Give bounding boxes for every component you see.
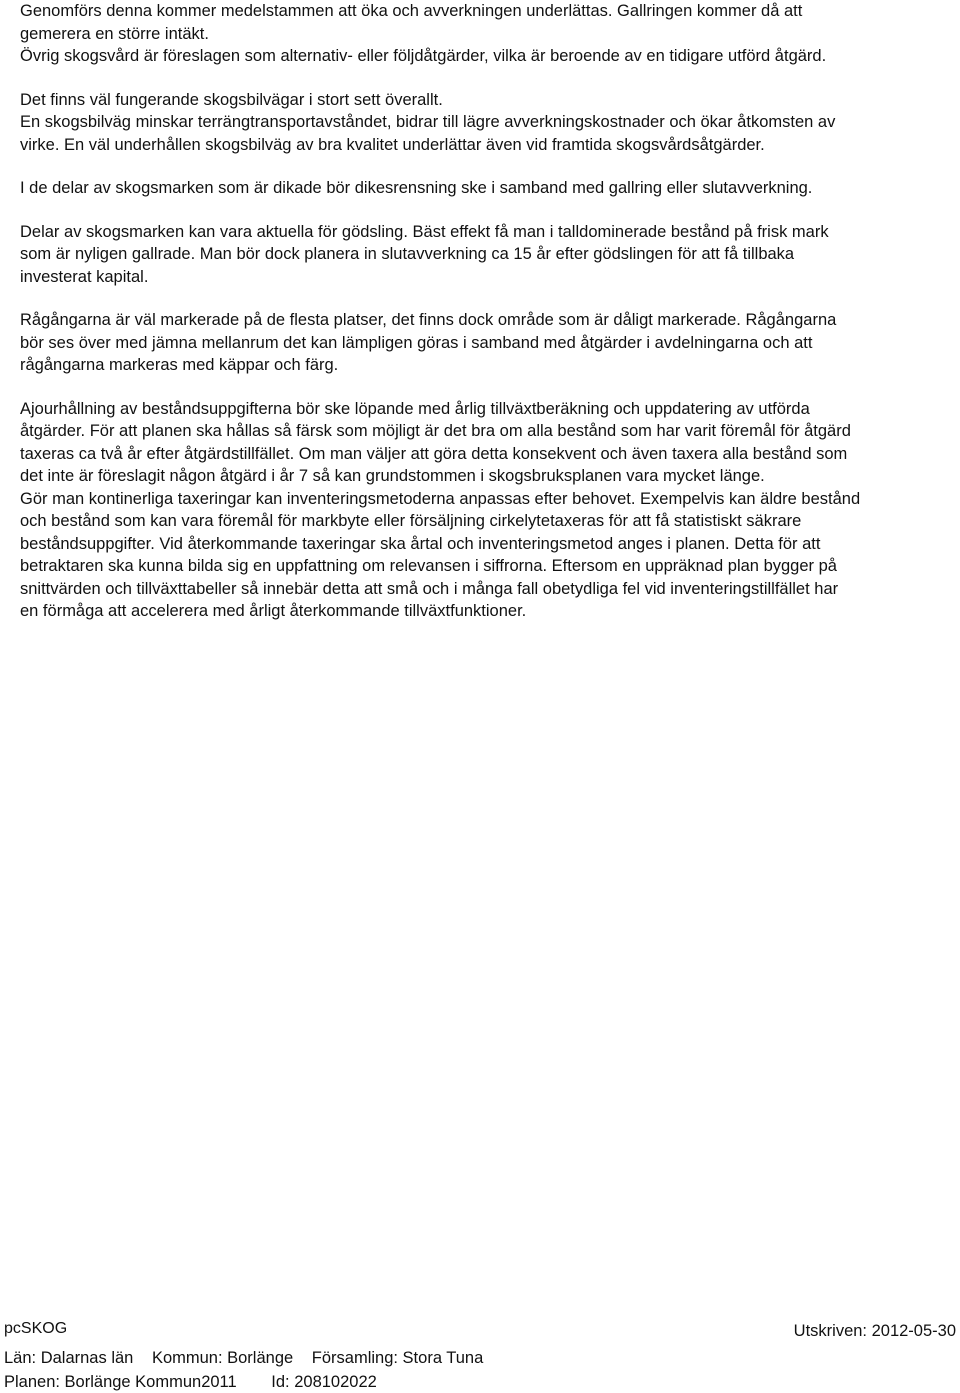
paragraph-godsling xyxy=(20,221,942,289)
text-line: rågångarna markeras med käppar och färg. xyxy=(20,356,339,374)
footer-print-date: Utskriven: 2012-05-30 xyxy=(793,1322,956,1340)
text-line: en förmåga att accelerera med årligt återkommande tillväxtfunktioner. xyxy=(20,602,527,620)
text-line: Gör man kontinerliga taxeringar kan inventeringsmetoderna anpassas efter behovet. Exempelvis kan äldre bestånd xyxy=(20,489,861,508)
text-line: bör ses över med jämna mellanrum det kan lämpligen göras i samband med åtgärder i avdelningarna och att xyxy=(20,333,813,352)
footer-forsamling: Församling: Stora Tuna xyxy=(311,1349,484,1367)
footer-planen: Planen: Borlänge Kommun2011 xyxy=(4,1373,237,1391)
text-line: virke. En väl underhållen skogsbilväg av bra kvalitet underlättar även vid framtida skogsvårdsåtgärder. xyxy=(20,135,765,154)
paragraph-gap xyxy=(20,68,942,89)
footer-id: Id: 208102022 xyxy=(271,1373,377,1391)
text-line: Delar av skogsmarken kan vara aktuella för gödsling. Bäst effekt få man i talldominerade bestånd på frisk mark xyxy=(20,222,829,241)
text-line: Rågångarna är väl markerade på de flesta platser, det finns dock område som är dåligt markerade. Rågångarna xyxy=(20,311,837,329)
footer-plan-row xyxy=(4,1372,391,1392)
footer-location-row xyxy=(4,1348,497,1368)
text-line: Det finns väl fungerande skogsbilvägar i stort sett överallt. xyxy=(20,90,443,109)
text-line: det inte är föreslagit någon åtgärd i år 7 så kan grundstommen i skogsbruksplanen vara mycket länge. xyxy=(20,467,765,485)
text-line: som är nyligen gallrade. Man bör dock planera in slutavverkning ca 15 år efter gödslingen för att få tillbaka xyxy=(20,245,795,263)
paragraph-skogsbilvagar xyxy=(20,89,942,157)
text-line: taxeras ca två år efter åtgärdstillfället. Om man väljer att göra detta konsekvent och även taxera alla bestånd som xyxy=(20,444,848,463)
text-line: betraktaren ska kunna bilda sig en uppfattning om relevansen i siffrorna. Eftersom en uppräknad plan bygger på xyxy=(20,557,837,575)
text-line: snittvärden och tillväxttabeller så innebär detta att små och i många fall obetydliga fel vid inventeringstillfället har xyxy=(20,579,839,598)
text-line: beståndsuppgifter. Vid återkommande taxeringar ska årtal och inventeringsmetod anges i planen. Detta för att xyxy=(20,534,821,553)
text-line: En skogsbilväg minskar terrängtransportavståndet, bidrar till lägre avverkningskostnader och ökar åtkomsten av xyxy=(20,113,836,131)
footer-lan: Län: Dalarnas län xyxy=(4,1349,134,1367)
paragraph-gap xyxy=(20,288,942,309)
text-line: Övrig skogsvård är föreslagen som alternativ- eller följdåtgärder, vilka är beroende av en tidigare utförd åtgärd. xyxy=(20,47,827,65)
footer-kommun: Kommun: Borlänge xyxy=(151,1349,294,1367)
paragraph-gap xyxy=(20,377,942,398)
text-line: investerat kapital. xyxy=(20,267,149,286)
footer-brand: pcSKOG xyxy=(4,1320,68,1337)
text-line: och bestånd som kan vara föremål för markbyte eller försäljning cirkelytetaxeras för att få statistiskt säkrare xyxy=(20,512,802,530)
paragraph-gap xyxy=(20,200,942,221)
text-line: I de delar av skogsmarken som är dikade bör dikesrensning ske i samband med gallring eller slutavverkning. xyxy=(20,179,813,197)
text-line: åtgärder. För att planen ska hållas så färsk som möjligt är det bra om alla bestånd som har varit föremål för åtgärd xyxy=(20,422,851,440)
paragraph-gallring xyxy=(20,0,942,68)
text-line: Ajourhållning av beståndsuppgifterna bör ske löpande med årlig tillväxtberäkning och uppdatering av utförda xyxy=(20,399,810,418)
document-body xyxy=(20,0,942,623)
paragraph-ajourhallning xyxy=(20,398,942,623)
text-line: gemerera en större intäkt. xyxy=(20,24,209,43)
text-line: Genomförs denna kommer medelstammen att öka och avverkningen underlättas. Gallringen kommer då att xyxy=(20,2,803,20)
paragraph-ragangar xyxy=(20,309,942,377)
paragraph-dikesrensning xyxy=(20,177,942,200)
paragraph-gap xyxy=(20,156,942,177)
